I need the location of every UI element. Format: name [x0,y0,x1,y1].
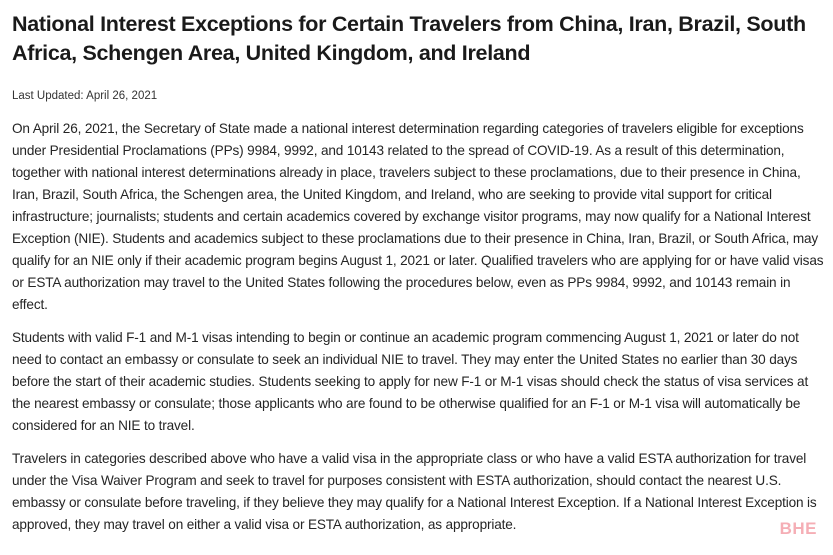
watermark-logo: BHE [779,519,817,538]
last-updated-date: Last Updated: April 26, 2021 [12,90,158,102]
page-title: National Interest Exceptions for Certain Travelers from China, Iran, Brazil, South Africa, Schengen Area, United Kingdom, and Ireland [12,12,806,65]
paragraph-travelers: Travelers in categories described above who have a valid visa in the appropriate class or who have a valid ESTA authorization for travel under the Visa Waiver Program and seek to travel for purposes consistent with ESTA authorization, should contact the nearest U.S. embassy or consulate before traveling, if they believe they may qualify for a National Interest Exception. If a National Interest Exception is approved, they may travel on either a valid visa or ESTA authorization, as appropriate. [12,451,817,532]
paragraph-students: Students with valid F-1 and M-1 visas intending to begin or continue an academic program commencing August 1, 2021 or later do not need to contact an embassy or consulate to seek an individual NIE to travel. They may enter the United States no earlier than 30 days before the start of their academic studies. Students seeking to apply for new F-1 or M-1 visas should check the status of visa services at the nearest embassy or consulate; those applicants who are found to be otherwise qualified for an F-1 or M-1 visa will automatically be considered for an NIE to travel. [12,330,809,433]
article [12,10,824,547]
paragraph-intro: On April 26, 2021, the Secretary of State made a national interest determination regarding categories of travelers eligible for exceptions under Presidential Proclamations (PPs) 9984, 9992, and 10143 related to the spread of COVID-19. As a result of this determination, together with national interest determinations already in place, travelers subject to these proclamations, due to their presence in China, Iran, Brazil, South Africa, the Schengen area, the United Kingdom, and Ireland, who are seeking to provide vital support for critical infrastructure; journalists; students and certain academics covered by exchange visitor programs, may now qualify for a National Interest Exception (NIE). Students and academics subject to these proclamations due to their presence in China, Iran, Brazil, or South Africa, may qualify for an NIE only if their academic program begins August 1, 2021 or later. Qualified travelers who are applying for or have valid visas or ESTA authorization may travel to the United States following the procedures below, even as PPs 9984, 9992, and 10143 remain in effect. [12,121,824,312]
